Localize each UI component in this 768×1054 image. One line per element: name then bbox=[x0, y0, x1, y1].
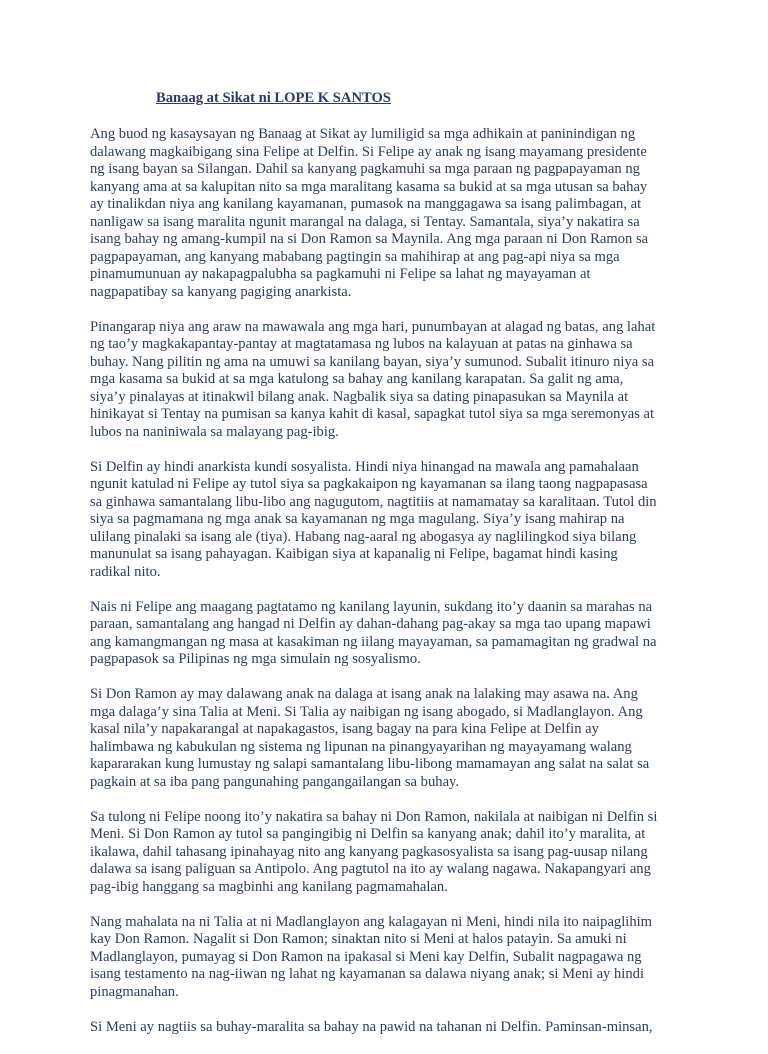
text-line: halimbawa ng kabukulan ng sistema ng lipunan na pinangyayarihan ng mayayamang walang bbox=[90, 738, 632, 755]
text-line: Ang buod ng kasaysayan ng Banaag at Sikat ay lumiligid sa mga adhikain at paninindigan ng bbox=[90, 126, 636, 142]
text-line: Nang mahalata na ni Talia at ni Madlanglayon ang kalagayan ni Meni, hindi nila ito naipaglihim bbox=[90, 913, 653, 930]
text-line: pag-ibig hanggang sa magbinhi ang kanilang pagmamahalan. bbox=[90, 878, 448, 895]
text-line: siya’y pinalayas at itinakwil bilang anak. Nagbalik siya sa dating pinapasukan sa Maynila at bbox=[90, 388, 629, 405]
text-line: pinagmanahan. bbox=[90, 983, 179, 1000]
paragraph bbox=[90, 686, 680, 791]
text-line: ay tinalikdan niya ang kanilang kayamanan, pumasok na manggagawa sa isang palimbagan, at bbox=[90, 196, 642, 212]
paragraph bbox=[90, 459, 680, 582]
text-line: ng tao’y magkakapantay-pantay at magtatamasa ng lubos na kalayuan at patas na ginhawa sa bbox=[90, 336, 633, 352]
text-line: pagpapayaman, ang kanyang mababang pagtingin sa mahihirap at ang pag-api niya sa mga bbox=[90, 248, 620, 265]
text-line: isang testamento na nag-iiwan ng lahat ng kayamanan sa dalawa niyang anak; si Meni ay hindi bbox=[90, 966, 644, 982]
paragraph bbox=[90, 599, 680, 669]
text-line: Nais ni Felipe ang maagang pagtatamo ng kanilang layunin, sukdang ito’y daanin sa marahas na bbox=[90, 598, 653, 615]
text-line: sa ginhawa samantalang libu-libo ang nagugutom, nagtitiis at namamatay sa karalitaan. Tutol din bbox=[90, 493, 657, 510]
text-line: nanligaw sa isang maralita ngunit marangal na dalaga, si Tentay. Samantala, siya’y nakatira sa bbox=[90, 213, 640, 230]
text-line: pagpapasok sa Pilipinas ng mga simulain ng sosyalismo. bbox=[90, 651, 421, 667]
paragraph bbox=[90, 809, 680, 897]
text-line: dalawa sa isang paliguan sa Antipolo. Ang pagtutol na ito ay walang nagawa. Nakapangyari ang bbox=[90, 861, 651, 877]
text-line: lubos na naniniwala sa malayang pag-ibig. bbox=[90, 423, 339, 440]
text-line: Meni. Si Don Ramon ay tutol sa pangingibig ni Delfin sa kanyang anak; dahil ito’y maralita, at bbox=[90, 826, 646, 842]
text-line: isang bahay ng amang-kumpil na si Don Ramon sa Maynila. Ang mga paraan ni Don Ramon sa bbox=[90, 231, 649, 247]
title-author: ni LOPE K SANTOS bbox=[258, 90, 391, 106]
text-line: mga kasama sa bukid at sa mga katulong sa bahay ang kanilang karapatan. Sa galit ng ama, bbox=[90, 371, 624, 387]
paragraph bbox=[90, 914, 680, 1002]
document-body bbox=[90, 126, 680, 1054]
paragraph bbox=[90, 319, 680, 442]
text-line: kapararakan kung lumustay ng salapi samantalang libu-libong mamamayan ang salat na salat sa bbox=[90, 756, 650, 772]
text-line: ikalawa, dahil tahasang ipinahayag nito ang kanyang pagkasosyalista sa isang pag-uusap nilang bbox=[90, 843, 648, 860]
text-line: Madlanglayon, pumayag si Don Ramon na ipakasal si Meni kay Delfin, Subalit nagpagawa ng bbox=[90, 948, 642, 965]
text-line: Pinangarap niya ang araw na mawawala ang mga hari, punumbayan at alagad ng batas, ang lahat bbox=[90, 318, 656, 335]
text-line: pinamumunuan ay nakapagpalubha sa pagkamuhi ni Felipe sa lahat ng mayayaman at bbox=[90, 266, 591, 282]
paragraph bbox=[90, 1019, 680, 1037]
text-line: kasal nila’y napakarangal at napakagastos, isang bagay na para kina Felipe at Delfin ay bbox=[90, 721, 599, 737]
text-line: radikal nito. bbox=[90, 563, 161, 580]
text-line: siya sa pagmamana ng mga anak sa kayamanan ng mga magulang. Siya’y isang mahirap na bbox=[90, 511, 625, 527]
text-line: nagpapatibay sa kanyang pagiging anarkista. bbox=[90, 283, 352, 300]
text-line: Si Delfin ay hindi anarkista kundi sosyalista. Hindi niya hinangad na mawala ang pamahalaan bbox=[90, 458, 639, 475]
paragraph bbox=[90, 126, 680, 301]
text-line: ulilang pinalaki sa isang ale (tiya). Habang nag-aaral ng abogasya ay naglilingkod siya bilang bbox=[90, 528, 637, 545]
text-line: mga dalaga’y sina Talia at Meni. Si Talia ay naibigan ng isang abogado, si Madlanglayon. Ang bbox=[90, 703, 643, 720]
text-line: kay Don Ramon. Nagalit si Don Ramon; sinaktan nito si Meni at halos patayin. Sa amuki ni bbox=[90, 931, 627, 947]
text-line: ng isang bayan sa Silangan. Dahil sa kanyang pagkamuhi sa mga paraan ng pagpapayaman ng bbox=[90, 161, 640, 177]
title-book-name: Banaag at Sikat bbox=[156, 90, 259, 106]
text-line: Si Meni ay nagtiis sa buhay-maralita sa bahay na pawid na tahanan ni Delfin. Paminsan-minsan, bbox=[90, 1018, 653, 1035]
text-line: dalawang magkaibigang sina Felipe at Delfin. Si Felipe ay anak ng isang mayamang presidente bbox=[90, 143, 647, 160]
text-line: paraan, samantalang ang hangad ni Delfin ay dahan-dahang pag-akay sa mga tao upang mapawi bbox=[90, 616, 651, 632]
text-line: buhay. Nang pilitin ng ama na umuwi sa kanilang bayan, siya’y sumunod. Subalit itinuro niya sa bbox=[90, 353, 655, 370]
text-line: hinikayat si Tentay na pumisan sa kanya kahit di kasal, sapagkat tutol siya sa mga seremonyas at bbox=[90, 406, 655, 422]
text-line: manunulat sa isang pahayagan. Kaibigan siya at kapanalig ni Felipe, bagamat hindi kasing bbox=[90, 546, 618, 562]
text-line: ngunit katulad ni Felipe ay tutol siya sa pagkakaipon ng kayamanan sa ilang taong nagpapasasa bbox=[90, 476, 648, 492]
text-line: pagkain at sa iba pang pangunahing pangangailangan sa buhay. bbox=[90, 773, 460, 790]
text-line: kanyang ama at sa kalupitan nito sa mga maralitang kasama sa bukid at sa mga utusan sa bahay bbox=[90, 178, 648, 195]
text-line: Sa tulong ni Felipe noong ito’y nakatira sa bahay ni Don Ramon, nakilala at naibigan ni Delfin si bbox=[90, 808, 658, 825]
text-line: Si Don Ramon ay may dalawang anak na dalaga at isang anak na lalaking may asawa na. Ang bbox=[90, 686, 638, 702]
text-line: ang kamangmangan ng masa at kasakiman ng iilang mayayaman, sa pamamagitan ng gradwal na bbox=[90, 633, 657, 650]
document-title bbox=[156, 90, 391, 108]
